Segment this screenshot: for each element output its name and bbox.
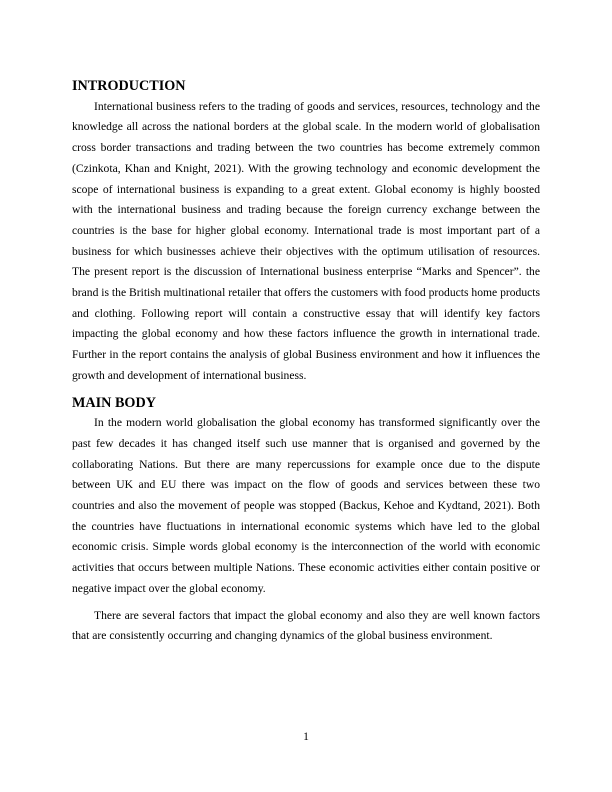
main-body-paragraph-2: There are several factors that impact the global economy and also they are well known factors that are consistently occurring and changing dynamics of the global business environment. (72, 608, 540, 643)
main-body-paragraph-1: In the modern world globalisation the global economy has transformed significantly over the past few decades it has changed itself such use manner that is organised and governed by the collaborating Nations. But there are many repercussions for example once due to the dispute between UK and EU there was impact on the flow of goods and services between these two countries and also the movement of people was stopped (Backus, Kehoe and Kydtand, 2021). Both the countries have fluctuations in international economic systems which have led to the global economic crisis. Simple words global economy is the interconnection of the world with economic activities that occurs between multiple Nations. These economic activities either contain positive or negative impact over the global economy. (72, 416, 540, 595)
main-body-heading: MAIN BODY (72, 394, 156, 411)
page-content (72, 76, 540, 647)
page-number: 1 (303, 730, 309, 743)
introduction-heading: INTRODUCTION (72, 78, 186, 94)
introduction-paragraph: International business refers to the trading of goods and services, resources, technology and the knowledge all across the national borders at the global scale. In the modern world of globalisation cross border transactions and trading between the two countries has become extremely common (Czinkota, Khan and Knight, 2021). With the growing technology and economic development the scope of international business is expanding to a great extent. Global economy is highly boosted with the international business and trading because the foreign currency exchange between the countries is the base for higher global economy. International trade is most important part of a business for which businesses achieve their objectives with the optimum utilisation of resources. The present report is the discussion of International business enterprise “Marks and Spencer”. the brand is the British multinational retailer that offers the customers with food products home products and clothing. Following report will contain a constructive essay that will identify key factors impacting the global economy and how these factors influence the growth in international trade. Further in the report contains the analysis of global Business environment and how it influences the growth and development of international business. (72, 99, 540, 382)
